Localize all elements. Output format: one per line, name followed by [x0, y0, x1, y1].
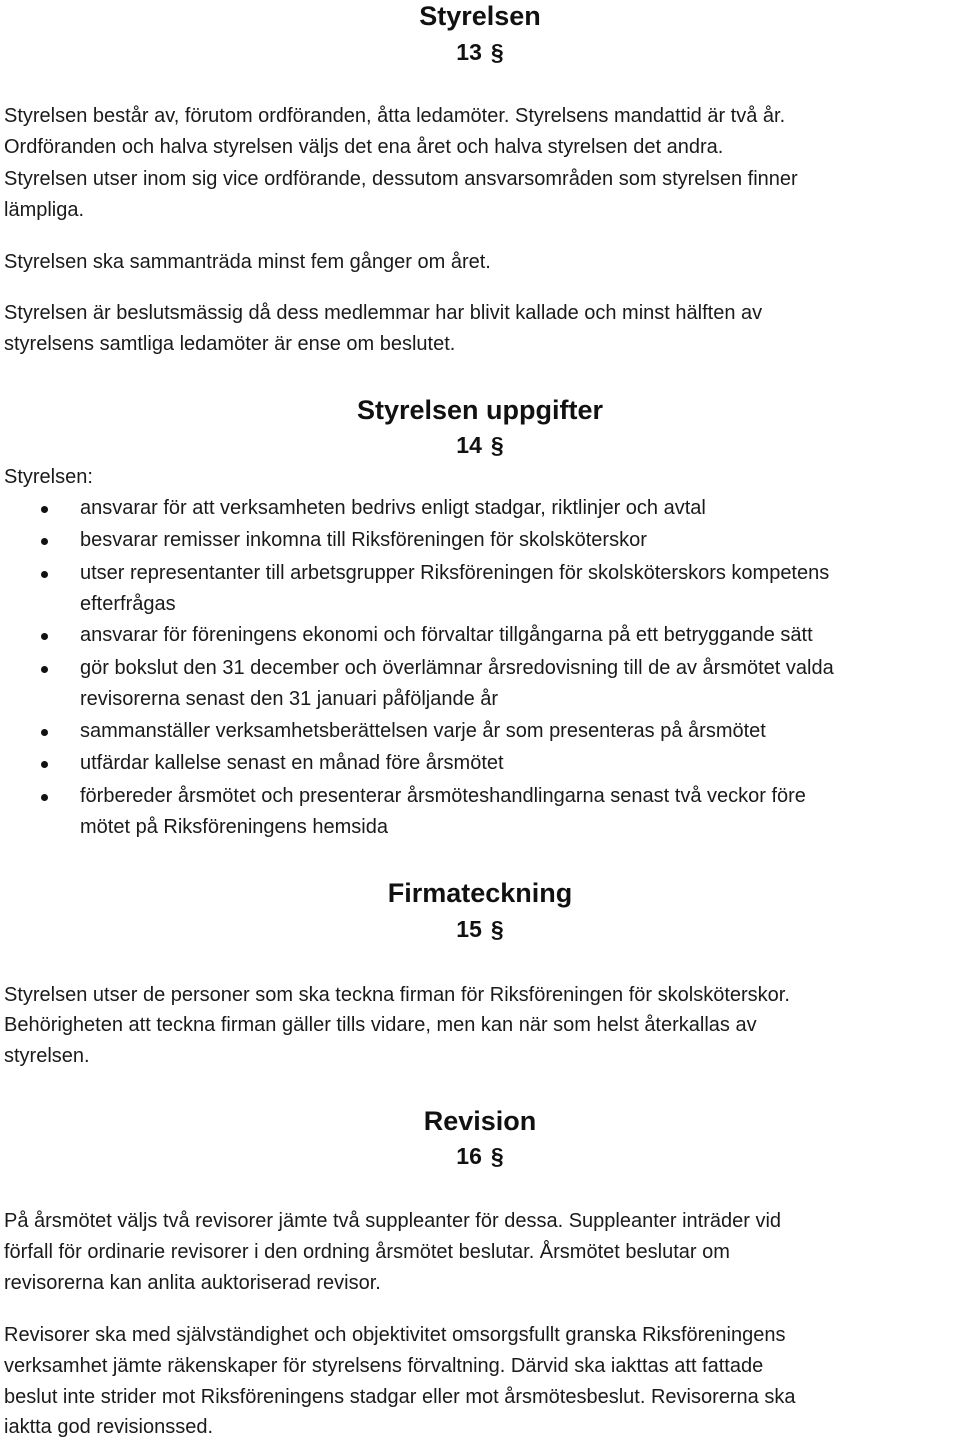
- list-item: utfärdar kallelse senast en månad före årsmötet: [80, 752, 504, 774]
- paragraph-line: Styrelsen ska sammanträda minst fem gånger om året.: [4, 251, 491, 273]
- paragraph-line: Styrelsen består av, förutom ordföranden, åtta ledamöter. Styrelsens mandattid är två år.: [4, 105, 786, 127]
- paragraph-line: Styrelsen är beslutsmässig då dess medlemmar har blivit kallade och minst hälften av: [4, 302, 763, 324]
- bullet-icon: [41, 506, 48, 513]
- list-item: förbereder årsmötet och presenterar årsmöteshandlingarna senast två veckor före: [80, 785, 806, 807]
- list-item: utser representanter till arbetsgrupper Riksföreningen för skolsköterskors kompetens: [80, 562, 830, 584]
- paragraph-line: styrelsen.: [4, 1045, 90, 1067]
- paragraph-line: Styrelsen utser inom sig vice ordförande, dessutom ansvarsområden som styrelsen finner: [4, 168, 798, 190]
- bullet-icon: [41, 538, 48, 545]
- list-item: ansvarar för att verksamheten bedrivs enligt stadgar, riktlinjer och avtal: [80, 497, 706, 519]
- list-item: revisorerna senast den 31 januari påföljande år: [80, 688, 499, 710]
- list-item: efterfrågas: [80, 593, 176, 615]
- section-number: [0, 430, 960, 460]
- section-heading: Revision: [423, 1106, 537, 1136]
- section-heading: Firmateckning: [387, 878, 573, 908]
- bullet-icon: [41, 761, 48, 768]
- paragraph-line: revisorerna kan anlita auktoriserad revisor.: [4, 1272, 381, 1294]
- paragraph-sign: §: [490, 39, 504, 65]
- bullet-icon: [41, 571, 48, 578]
- paragraph-line: beslut inte strider mot Riksföreningens stadgar eller mot årsmötesbeslut. Revisorerna ska: [4, 1386, 796, 1408]
- section-number-value: 15: [456, 916, 482, 942]
- paragraph-sign: §: [490, 916, 504, 942]
- paragraph-line: lämpliga.: [4, 199, 85, 221]
- section-number-value: 13: [456, 39, 482, 65]
- bullet-icon: [41, 729, 48, 736]
- list-item: besvarar remisser inkomna till Riksföreningen för skolsköterskor: [80, 529, 647, 551]
- section-number-value: 14: [456, 432, 482, 458]
- section-heading: Styrelsen: [419, 1, 541, 31]
- paragraph-sign: §: [490, 432, 504, 458]
- bullet-icon: [41, 633, 48, 640]
- list-item: sammanställer verksamhetsberättelsen varje år som presenteras på årsmötet: [80, 720, 766, 742]
- section-number-value: 16: [456, 1143, 482, 1169]
- paragraph-line: Revisorer ska med självständighet och objektivitet omsorgsfullt granska Riksföreningens: [4, 1324, 786, 1346]
- list-item: gör bokslut den 31 december och överlämnar årsredovisning till de av årsmötet valda: [80, 657, 834, 679]
- paragraph-line: verksamhet jämte räkenskaper för styrelsens förvaltning. Därvid ska iakttas att fattade: [4, 1355, 764, 1377]
- list-item: mötet på Riksföreningens hemsida: [80, 816, 388, 838]
- bullet-icon: [41, 794, 48, 801]
- section-number: [0, 1141, 960, 1171]
- paragraph-line: Ordföranden och halva styrelsen väljs det ena året och halva styrelsen det andra.: [4, 136, 724, 158]
- bullet-icon: [41, 666, 48, 673]
- section-number: [0, 37, 960, 67]
- paragraph-line: Behörigheten att teckna firman gäller tills vidare, men kan när som helst återkallas av: [4, 1014, 757, 1036]
- list-item: ansvarar för föreningens ekonomi och förvaltar tillgångarna på ett betryggande sätt: [80, 624, 813, 646]
- paragraph-line: förfall för ordinarie revisorer i den ordning årsmötet beslutar. Årsmötet beslutar om: [4, 1241, 730, 1263]
- paragraph-line: På årsmötet väljs två revisorer jämte två suppleanter för dessa. Suppleanter inträder vid: [4, 1210, 782, 1232]
- paragraph-line: iaktta god revisionssed.: [4, 1416, 214, 1438]
- section-number: [0, 914, 960, 944]
- section-heading: Styrelsen uppgifter: [356, 395, 604, 425]
- list-intro: Styrelsen:: [4, 466, 93, 488]
- paragraph-sign: §: [490, 1143, 504, 1169]
- paragraph-line: styrelsens samtliga ledamöter är ense om beslutet.: [4, 333, 456, 355]
- paragraph-line: Styrelsen utser de personer som ska teckna firman för Riksföreningen för skolsköterskor.: [4, 984, 790, 1006]
